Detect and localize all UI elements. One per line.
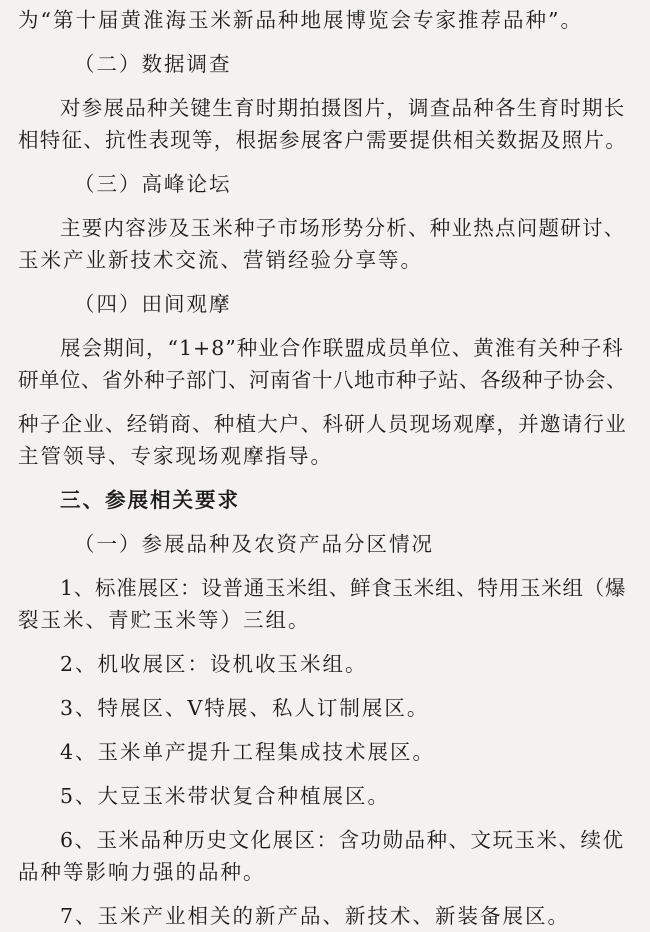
text-line: （四）田间观摩 xyxy=(74,292,232,316)
text-line: 5、大豆玉米带状复合种植展区。 xyxy=(60,784,391,808)
text-line: （二）数据调查 xyxy=(74,52,232,76)
text-line: 1、标准展区：设普通玉米组、鲜食玉米组、特用玉米组（爆 xyxy=(60,576,627,600)
text-line: 相特征、抗性表现等，根据参展客户需要提供相关数据及照片。 xyxy=(18,128,627,152)
text-line: 主要内容涉及玉米种子市场形势分析、种业热点问题研讨、 xyxy=(60,216,626,240)
text-line: 对参展品种关键生育时期拍摄图片，调查品种各生育时期长 xyxy=(60,96,626,120)
document-body xyxy=(18,4,630,932)
text-line: 为“第十届黄淮海玉米新品种地展博览会专家推荐品种”。 xyxy=(18,8,583,32)
text-line: 主管领导、专家现场观摩指导。 xyxy=(18,444,333,468)
text-line: 裂玉米、青贮玉米等）三组。 xyxy=(18,608,311,632)
text-line: 品种等影响力强的品种。 xyxy=(18,860,266,884)
text-line: 种子企业、经销商、种植大户、科研人员现场观摩，并邀请行业 xyxy=(18,412,627,436)
text-line: 研单位、省外种子部门、河南省十八地市种子站、各级种子协会、 xyxy=(18,368,627,392)
text-line: 7、玉米产业相关的新产品、新技术、新装备展区。 xyxy=(60,904,571,928)
text-line: 展会期间，“1+8”种业合作联盟成员单位、黄淮有关种子科 xyxy=(60,336,624,360)
text-line: 4、玉米单产提升工程集成技术展区。 xyxy=(60,740,436,764)
text-line: 2、机收展区：设机收玉米组。 xyxy=(60,652,368,676)
text-line: 6、玉米品种历史文化展区：含功勋品种、文玩玉米、续优 xyxy=(60,828,625,852)
text-line: （一）参展品种及农资产品分区情况 xyxy=(74,532,434,556)
section-heading: 三、参展相关要求 xyxy=(60,488,240,512)
text-line: （三）高峰论坛 xyxy=(74,172,232,196)
text-line: 3、特展区、V特展、私人订制展区。 xyxy=(60,696,430,720)
text-line: 玉米产业新技术交流、营销经验分享等。 xyxy=(18,248,423,272)
